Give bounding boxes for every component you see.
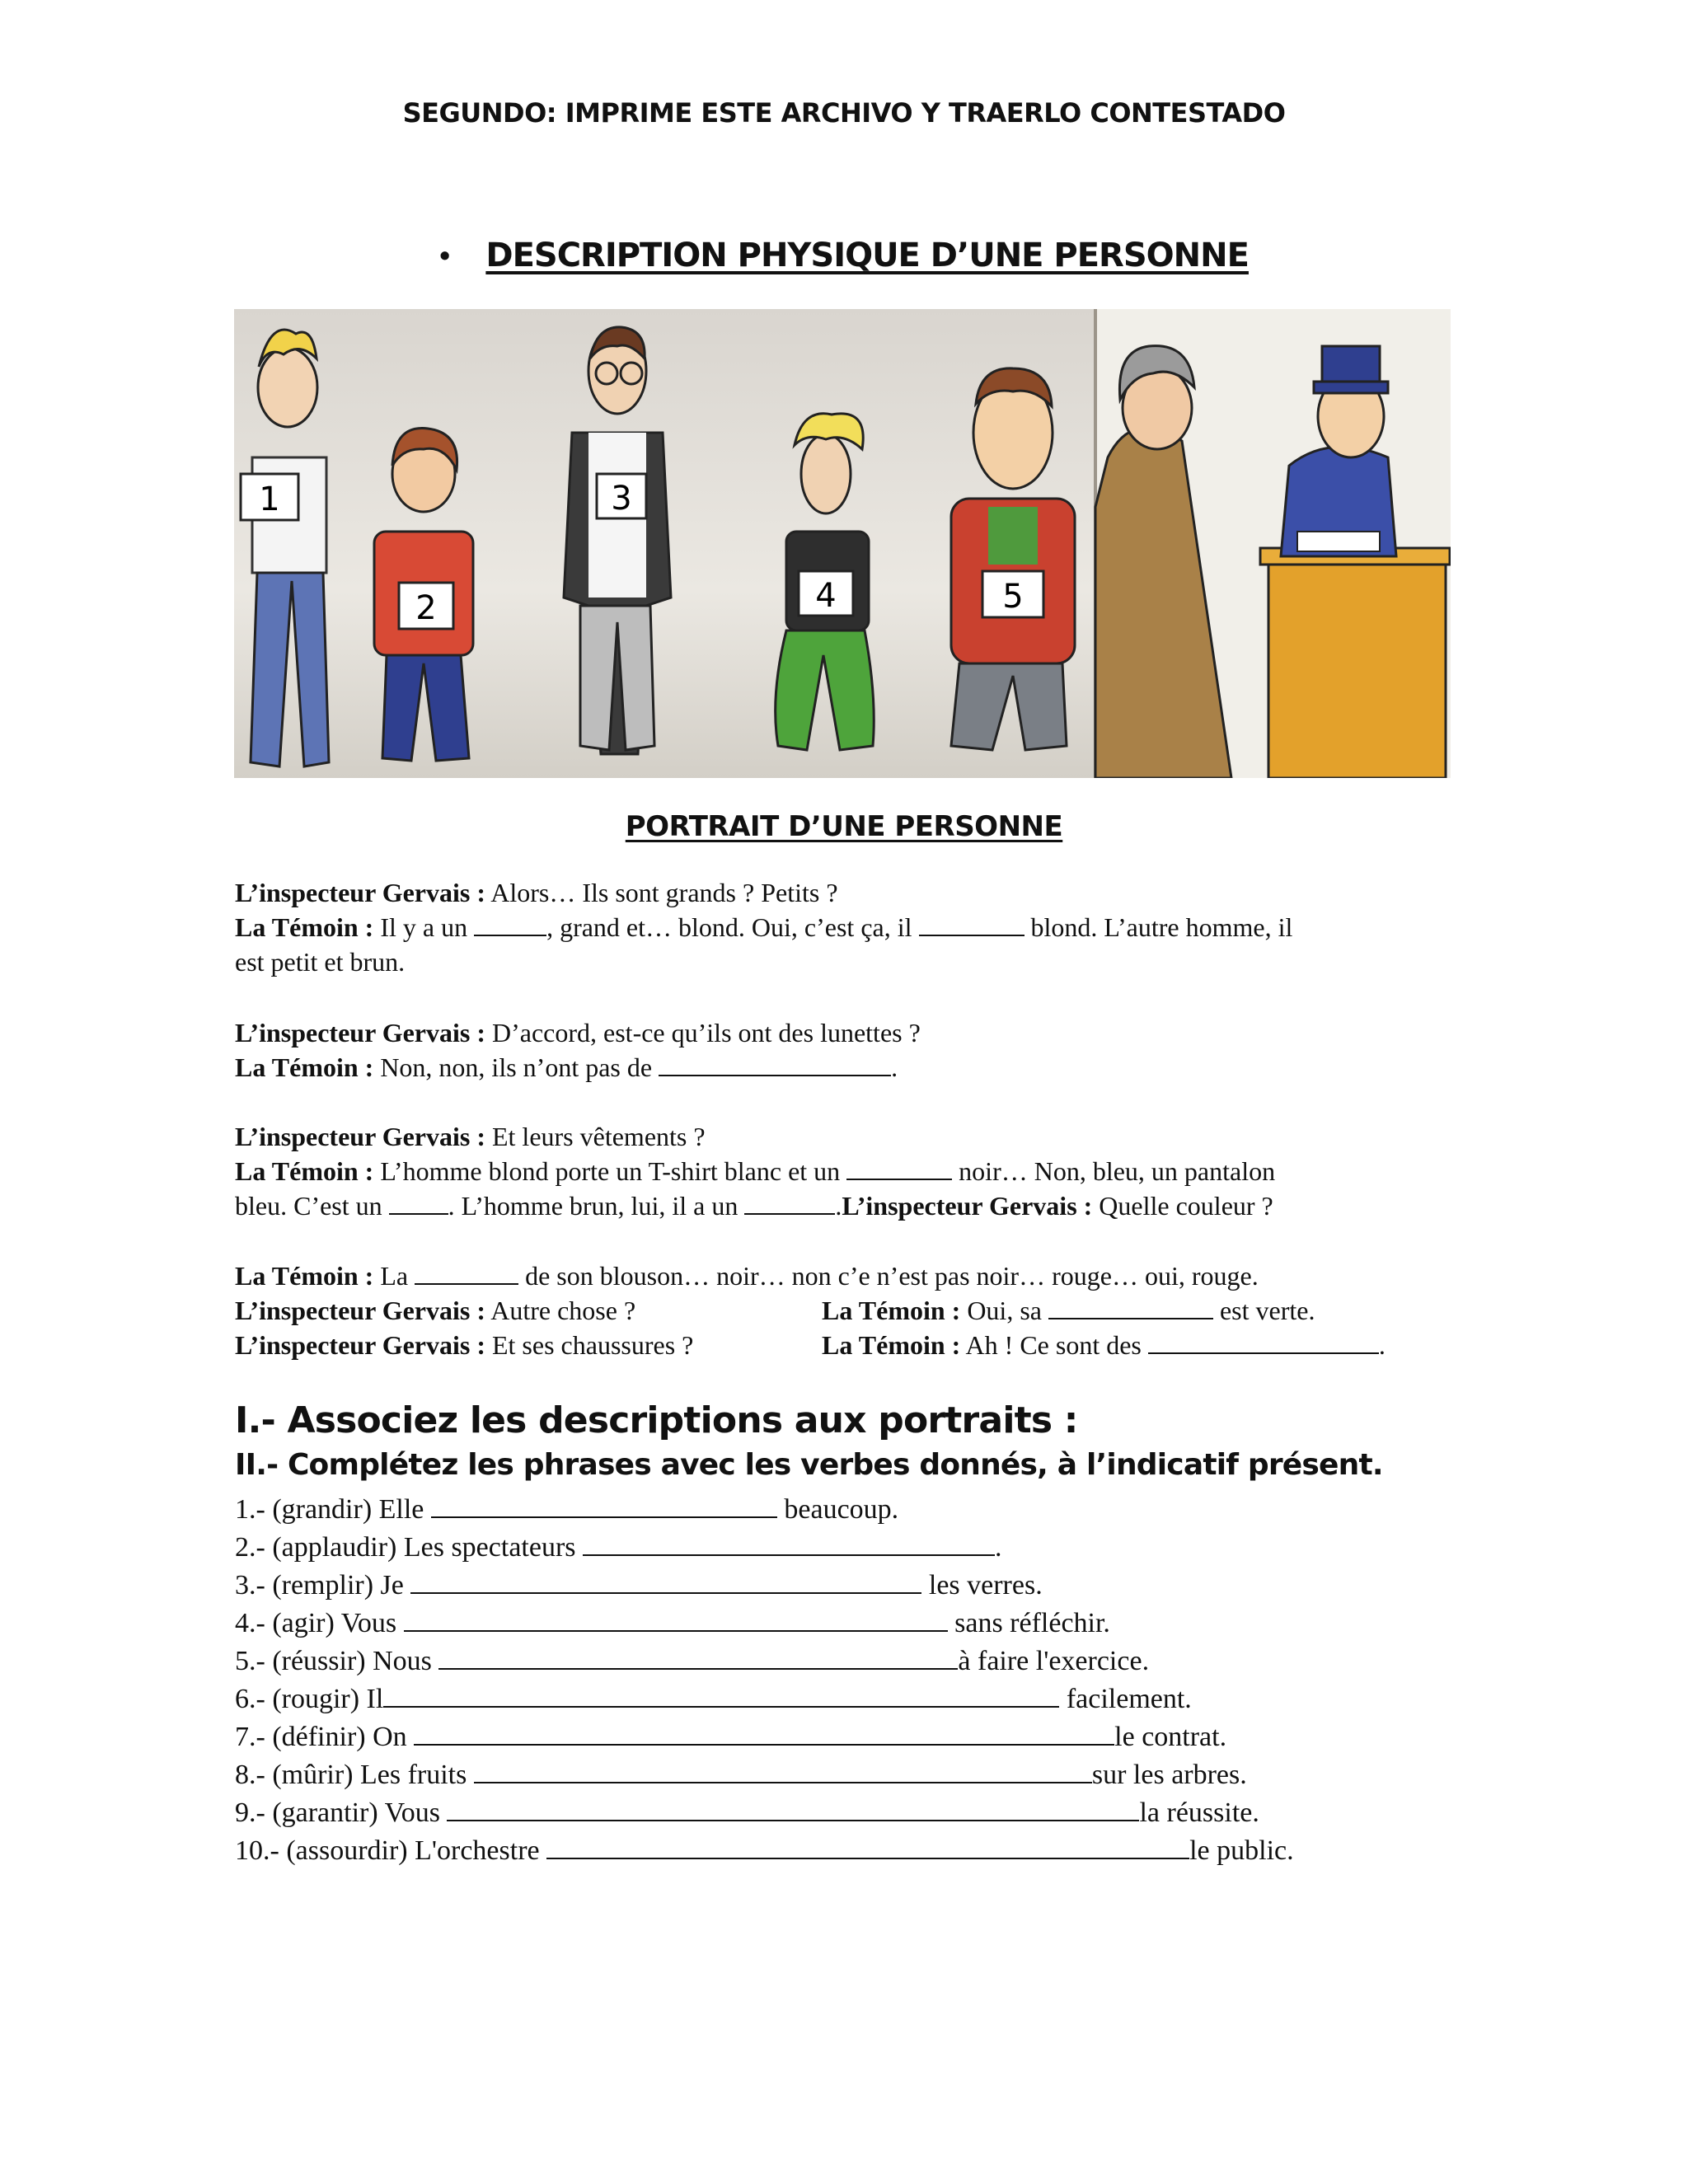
answer-blank[interactable] [474, 1754, 1092, 1783]
speaker-witness: La Témoin : [822, 1296, 961, 1325]
dialogue-text: Autre chose ? [485, 1296, 636, 1325]
dialogue-text: Alors… Ils sont grands ? Petits ? [485, 878, 838, 907]
card-number-1: 1 [259, 480, 280, 518]
exercise-item-3 [235, 1564, 1043, 1605]
dialogue-text: . [1378, 1330, 1386, 1360]
card-number-4: 4 [815, 577, 837, 615]
dialogue-line-11 [235, 1328, 693, 1362]
dialogue-text: Il y a un [373, 912, 475, 942]
exercise-prompt: 4.- (agir) Vous [235, 1608, 404, 1638]
speaker-witness: La Témoin : [235, 1156, 374, 1186]
dialogue-line-8 [235, 1188, 1273, 1223]
exercise-item-4 [235, 1602, 1110, 1643]
title-bullet: • [439, 239, 450, 274]
dialogue-text: bleu. C’est un [235, 1191, 389, 1221]
speaker-inspector: L’inspecteur Gervais : [842, 1191, 1093, 1221]
dialogue-line-1 [235, 875, 838, 910]
exercise-suffix: facilement. [1059, 1684, 1192, 1714]
exercise-suffix: le contrat. [1114, 1722, 1227, 1752]
exercise-prompt: 6.- (rougir) Il [235, 1684, 384, 1714]
card-number-3: 3 [611, 480, 632, 518]
dialogue-text: . L’homme brun, lui, il a un [448, 1191, 745, 1221]
card-number-5: 5 [1002, 578, 1024, 616]
exercise-prompt: 7.- (définir) On [235, 1722, 415, 1752]
portrait-heading: PORTRAIT D’UNE PERSONNE [625, 810, 1063, 843]
dialogue-line-10 [235, 1293, 635, 1328]
speaker-inspector: L’inspecteur Gervais : [235, 878, 485, 907]
speaker-witness: La Témoin : [235, 1052, 374, 1082]
dialogue-line-9 [235, 1258, 1259, 1293]
dialogue-line-10-witness [822, 1293, 1315, 1328]
exercise-item-1 [235, 1488, 898, 1529]
card-number-2: 2 [415, 589, 437, 627]
witness-and-officer-scene [1095, 309, 1451, 778]
exercise-suffix: beaucoup. [776, 1494, 899, 1525]
exercise-item-9 [235, 1792, 1259, 1832]
dialogue-text: de son blouson… noir… non c’e n’est pas noir… rouge… oui, rouge. [518, 1261, 1259, 1291]
exercise-suffix: à faire l'exercice. [958, 1646, 1150, 1676]
dialogue-line-6 [235, 1119, 706, 1154]
answer-blank[interactable] [659, 1050, 891, 1076]
dialogue-text: blond. L’autre homme, il [1024, 912, 1293, 942]
answer-blank[interactable] [1148, 1328, 1379, 1354]
dialogue-text: Non, non, ils n’ont pas de [373, 1052, 659, 1082]
answer-blank[interactable] [431, 1488, 777, 1518]
section-2-heading: II.- Complétez les phrases avec les verbes donnés, à l’indicatif présent. [235, 1448, 1383, 1482]
exercise-item-5 [235, 1640, 1149, 1680]
answer-blank[interactable] [383, 1678, 1059, 1708]
answer-blank[interactable] [919, 910, 1025, 936]
exercise-prompt: 5.- (réussir) Nous [235, 1646, 439, 1676]
exercise-suffix: sur les arbres. [1091, 1760, 1247, 1790]
exercise-prompt: 10.- (assourdir) L'orchestre [235, 1835, 547, 1866]
page-title [0, 237, 1688, 274]
dialogue-text: Et leurs vêtements ? [485, 1122, 706, 1151]
exercise-prompt: 2.- (applaudir) Les spectateurs [235, 1532, 583, 1563]
answer-blank[interactable] [438, 1640, 958, 1670]
exercise-item-6 [235, 1678, 1192, 1718]
answer-blank[interactable] [474, 910, 546, 936]
answer-blank[interactable] [389, 1188, 448, 1215]
lineup-drawing [234, 309, 1451, 778]
exercise-item-8 [235, 1754, 1247, 1794]
dialogue-text: Quelle couleur ? [1092, 1191, 1273, 1221]
dialogue-text: La [373, 1261, 415, 1291]
exercise-suffix: la réussite. [1139, 1797, 1259, 1828]
dialogue-text: . [835, 1191, 842, 1221]
answer-blank[interactable] [1048, 1293, 1213, 1319]
title-text: DESCRIPTION PHYSIQUE D’UNE PERSONNE [485, 237, 1249, 274]
dialogue-text: , grand et… blond. Oui, c’est ça, il [546, 912, 919, 942]
section-1-heading: I.- Associez les descriptions aux portraits : [235, 1399, 1078, 1441]
dialogue-text: L’homme blond porte un T-shirt blanc et un [373, 1156, 847, 1186]
exercise-prompt: 9.- (garantir) Vous [235, 1797, 448, 1828]
exercise-prompt: 3.- (remplir) Je [235, 1570, 411, 1601]
speaker-inspector: L’inspecteur Gervais : [235, 1296, 485, 1325]
dialogue-text: D’accord, est-ce qu’ils ont des lunettes ? [485, 1018, 921, 1047]
dialogue-line-4 [235, 1015, 921, 1050]
dialogue-line-3 [235, 944, 405, 979]
exercise-item-2 [235, 1526, 1002, 1567]
answer-blank[interactable] [415, 1258, 518, 1285]
dialogue-text: est petit et brun. [235, 947, 406, 977]
speaker-inspector: L’inspecteur Gervais : [235, 1330, 485, 1360]
dialogue-line-2 [235, 910, 1292, 944]
speaker-witness: La Témoin : [235, 912, 374, 942]
dialogue-text: est verte. [1212, 1296, 1315, 1325]
answer-blank[interactable] [546, 1830, 1189, 1859]
speaker-witness: La Témoin : [235, 1261, 374, 1291]
dialogue-text: . [891, 1052, 898, 1082]
exercise-prompt: 1.- (grandir) Elle [235, 1494, 431, 1525]
dialogue-line-5 [235, 1050, 898, 1085]
exercise-prompt: 8.- (mûrir) Les fruits [235, 1760, 474, 1790]
dialogue-text: Oui, sa [960, 1296, 1048, 1325]
dialogue-line-11-witness [822, 1328, 1386, 1362]
dialogue-text: noir… Non, bleu, un pantalon [952, 1156, 1276, 1186]
exercise-item-10 [235, 1830, 1294, 1870]
exercise-item-7 [235, 1716, 1226, 1756]
exercise-suffix: . [995, 1532, 1002, 1563]
exercise-suffix: sans réfléchir. [947, 1608, 1110, 1638]
dialogue-line-7 [235, 1154, 1275, 1188]
answer-blank[interactable] [744, 1188, 835, 1215]
speaker-inspector: L’inspecteur Gervais : [235, 1018, 485, 1047]
answer-blank[interactable] [414, 1716, 1114, 1746]
answer-blank[interactable] [447, 1792, 1139, 1821]
speaker-inspector: L’inspecteur Gervais : [235, 1122, 485, 1151]
lineup-illustration [234, 309, 1451, 778]
dialogue-text: Ah ! Ce sont des [960, 1330, 1148, 1360]
page-instruction: SEGUNDO: IMPRIME ESTE ARCHIVO Y TRAERLO CONTESTADO [402, 97, 1286, 129]
answer-blank[interactable] [846, 1154, 952, 1180]
exercise-suffix: les verres. [921, 1570, 1043, 1601]
dialogue-text: Et ses chaussures ? [485, 1330, 694, 1360]
answer-blank[interactable] [404, 1602, 948, 1632]
speaker-witness: La Témoin : [822, 1330, 961, 1360]
answer-blank[interactable] [583, 1526, 995, 1556]
exercise-suffix: le public. [1189, 1835, 1294, 1866]
answer-blank[interactable] [410, 1564, 921, 1594]
